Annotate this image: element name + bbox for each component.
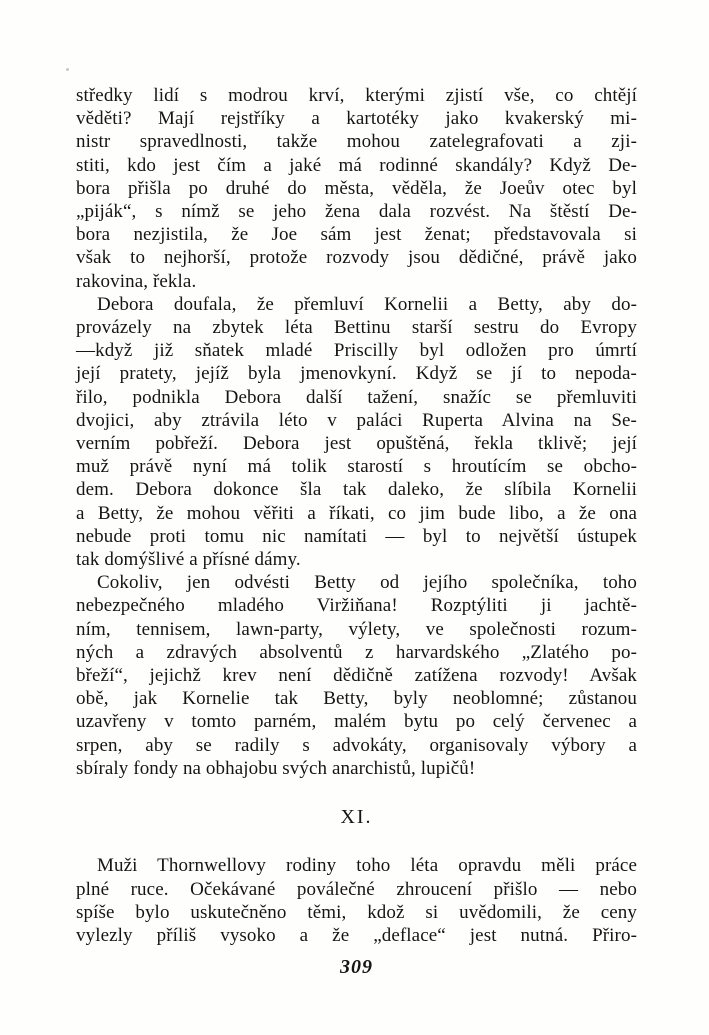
text-line: dvojici, aby ztrávila léto v paláci Ruperta Alvina na Se- [76,409,637,431]
text-block [76,84,637,947]
text-line: verním pobřeží. Debora jest opuštěná, řekla tklivě; její [76,433,637,455]
text-line: Debora doufala, že přemluví Kornelii a Betty, aby do- [97,293,637,315]
text-line: Muži Thornwellovy rodiny toho léta opravdu měli práce [97,855,637,877]
paragraph [76,571,637,780]
text-line: muž právě nyní má tolik starostí s hroutícím se obcho- [76,456,637,478]
text-line: plné ruce. Očekávané poválečné zhroucení přišlo — nebo [76,878,637,900]
text-line: rakovina, řekla. [76,270,197,292]
text-line: tak domýšlivé a přísné dámy. [76,549,301,571]
text-line: dem. Debora dokonce šla tak daleko, že slíbila Kornelii [76,479,637,501]
text-line: sbíraly fondy na obhajobu svých anarchistů, lupičů! [76,757,476,779]
paragraph [76,293,637,571]
text-line: nebezpečného mladého Viržiňana! Rozptýliti ji jachtě- [76,595,637,617]
scan-speck [66,68,69,71]
text-line: bora nezjistila, že Joe sám jest ženat; představovala si [76,224,637,246]
text-line: spíše bylo uskutečněno těmi, kdož si uvědomili, že ceny [76,901,637,923]
text-line: nebude proti tomu nic namítati — byl to největší ústupek [76,525,637,547]
text-line: provázely na zbytek léta Bettinu starší sestru do Evropy [76,317,637,339]
text-line: „piják“, s nímž se jeho žena dala rozvést. Na štěstí De- [76,201,637,223]
paragraph [76,854,637,947]
text-line: obě, jak Kornelie tak Betty, byly neoblomné; zůstanou [76,688,637,710]
text-line: vylezly příliš vysoko a že „deflace“ jest nutná. Přiro- [76,924,637,946]
text-line: ním, tennisem, lawn-party, výlety, ve společnosti rozum- [76,618,637,640]
text-line: —když již sňatek mladé Priscilly byl odložen pro úmrtí [76,340,637,362]
text-line: ných a zdravých absolventů z harvardského „Zlatého po- [76,641,637,663]
paragraph [76,84,637,293]
text-line: však to nejhorší, protože rozvody jsou dědičné, právě jako [76,247,637,269]
text-line: řilo, podnikla Debora další tažení, snažíc se přemluviti [76,386,637,408]
text-line: Cokoliv, jen odvésti Betty od jejího společníka, toho [97,572,637,594]
text-line: středky lidí s modrou krví, kterými zjistí vše, co chtějí [76,85,637,106]
text-line: bora přišla po druhé do města, věděla, že Joeův otec byl [76,177,637,199]
text-line: nistr spravedlnosti, takže mohou zatelegrafovati a zji- [76,131,637,153]
text-line: věděti? Mají rejstříky a kartotéky jako kvakerský mi- [76,108,637,130]
text-line: břeží“, jejichž krev není dědičně zatížena rozvody! Avšak [76,665,637,687]
text-line: stiti, kdo jest čím a jaké má rodinné skandály? Když De- [76,154,637,176]
text-line: uzavřeny v tomto parném, malém bytu po celý červenec a [76,711,637,733]
text-line: a Betty, že mohou věřiti a říkati, co jim bude libo, a že ona [76,502,637,524]
page-number: 309 [340,956,373,978]
section-heading: XI. [340,806,373,829]
text-line: její pratety, jejíž byla jmenovkyní. Když se jí to nepoda- [76,363,637,385]
text-line: srpen, aby se radily s advokáty, organisovaly výbory a [76,734,637,756]
